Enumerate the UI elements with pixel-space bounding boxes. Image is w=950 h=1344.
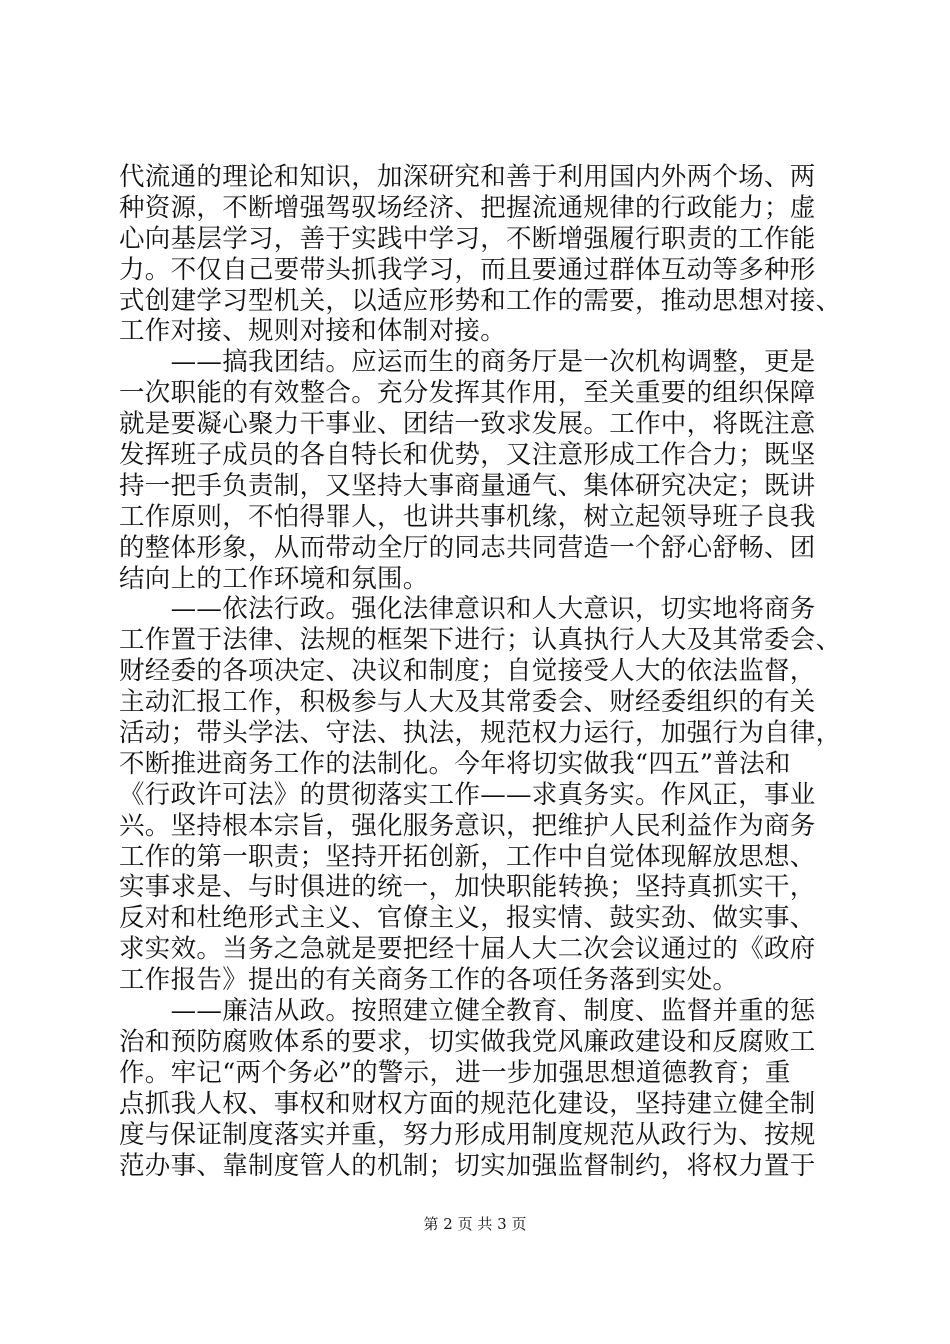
- text-line: 工作置于法律、法规的框架下进行；认真执行人大及其常委会、: [119, 625, 842, 656]
- text-line: 力。不仅自己要带头抓我学习，而且要通过群体互动等多种形: [119, 254, 816, 285]
- text-line: 不断推进商务工作的法制化。今年将切实做我“四五”普法和: [119, 748, 791, 779]
- text-line: 兴。坚持根本宗旨，强化服务意识，把维护人民利益作为商务: [119, 810, 816, 841]
- page-footer: [0, 1214, 950, 1234]
- text-line: 活动；带头学法、守法、执法，规范权力运行，加强行为自律，: [119, 718, 842, 749]
- text-line: 工作报告》提出的有关商务工作的各项任务落到实处。: [119, 965, 739, 996]
- text-line: 反对和杜绝形式主义、官僚主义，报实情、鼓实劲、做实事、: [119, 903, 816, 934]
- text-line: 财经委的各项决定、决议和制度；自觉接受人大的依法监督，: [119, 656, 816, 687]
- text-line: 范办事、靠制度管人的机制；切实加强监督制约，将权力置于: [119, 1150, 816, 1181]
- text-line: 一次职能的有效整合。充分发挥其作用，至关重要的组织保障: [119, 378, 816, 409]
- text-line: 工作的第一职责；坚持开拓创新，工作中自觉体现解放思想、: [119, 841, 816, 872]
- text-line: 的整体形象，从而带动全厅的同志共同营造一个舒心舒畅、团: [119, 532, 816, 563]
- page-number-label: 第 2 页 共 3 页: [423, 1215, 527, 1233]
- text-line: 实事求是、与时俱进的统一，加快职能转换；坚持真抓实干，: [119, 872, 816, 903]
- text-line: 发挥班子成员的各自特长和优势，又注意形成工作合力；既坚: [119, 440, 816, 471]
- text-line: 《行政许可法》的贯彻落实工作——求真务实。作风正，事业: [119, 779, 816, 810]
- text-line: 作。牢记“两个务必”的警示，进一步加强思想道德教育；重: [119, 1057, 791, 1088]
- text-line: 工作原则，不怕得罪人，也讲共事机缘，树立起领导班子良我: [119, 501, 816, 532]
- text-line: 代流通的理论和知识，加深研究和善于利用国内外两个场、两: [119, 162, 816, 192]
- text-line: 心向基层学习，善于实践中学习，不断增强履行职责的工作能: [119, 223, 816, 254]
- document-body: [119, 162, 859, 1181]
- text-line: 持一把手负责制，又坚持大事商量通气、集体研究决定；既讲: [119, 470, 816, 501]
- text-line: ——搞我团结。应运而生的商务厅是一次机构调整，更是: [119, 347, 816, 378]
- text-line: ——廉洁从政。按照建立健全教育、制度、监督并重的惩: [119, 996, 816, 1027]
- text-line: 工作对接、规则对接和体制对接。: [119, 316, 507, 347]
- text-line: 结向上的工作环境和氛围。: [119, 563, 429, 594]
- text-line: 度与保证制度落实并重，努力形成用制度规范从政行为、按规: [119, 1119, 816, 1150]
- text-line: 种资源，不断增强驾驭场经济、把握流通规律的行政能力；虚: [119, 192, 816, 223]
- text-line: 就是要凝心聚力干事业、团结一致求发展。工作中，将既注意: [119, 409, 816, 440]
- text-line: 式创建学习型机关，以适应形势和工作的需要，推动思想对接、: [119, 285, 842, 316]
- text-line: 主动汇报工作，积极参与人大及其常委会、财经委组织的有关: [119, 687, 816, 718]
- text-line: 治和预防腐败体系的要求，切实做我党风廉政建设和反腐败工: [119, 1026, 816, 1057]
- text-line: ——依法行政。强化法律意识和人大意识，切实地将商务: [119, 594, 816, 625]
- text-line: 求实效。当务之急就是要把经十届人大二次会议通过的《政府: [119, 934, 816, 965]
- text-line: 点抓我人权、事权和财权方面的规范化建设，坚持建立健全制: [119, 1088, 816, 1119]
